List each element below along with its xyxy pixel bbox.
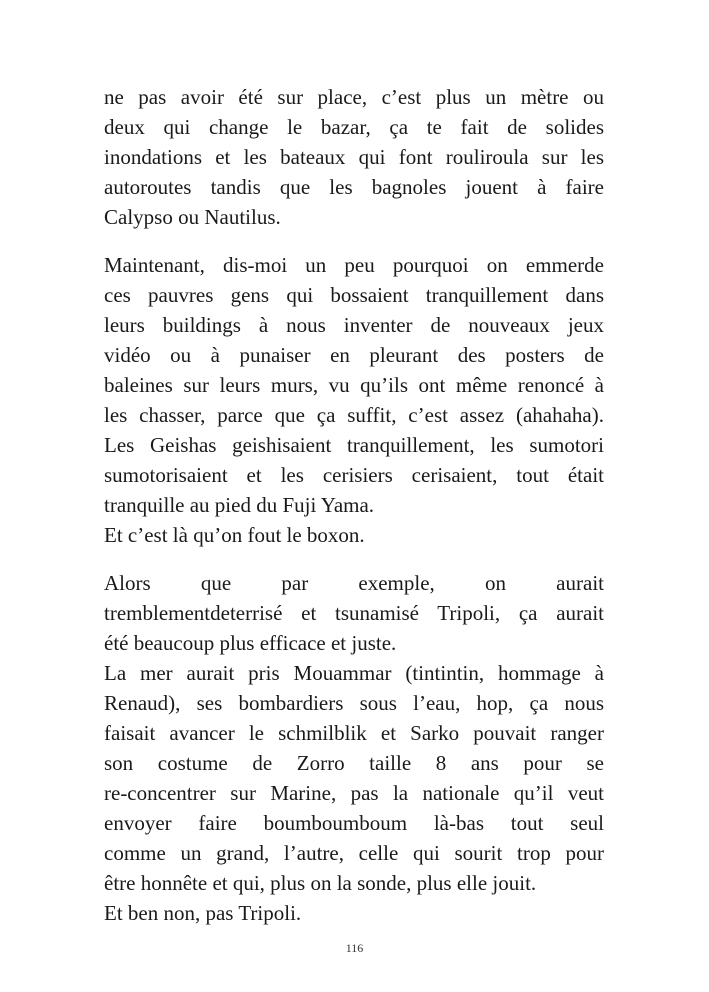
text-line: baleines sur leurs murs, vu qu’ils ont même renoncé à	[104, 373, 604, 397]
text-line: Renaud), ses bombardiers sous l’eau, hop, ça nous	[104, 691, 604, 715]
text-line: Calypso ou Nautilus.	[104, 205, 281, 229]
text-line: Alors que par exemple, on aurait	[104, 571, 604, 595]
text-line: La mer aurait pris Mouammar (tintintin, hommage à	[104, 661, 604, 685]
text-line: autoroutes tandis que les bagnoles jouent à faire	[104, 175, 604, 199]
text-line: Maintenant, dis-moi un peu pourquoi on emmerde	[104, 253, 604, 277]
page-number: 116	[345, 941, 364, 955]
text-line: être honnête et qui, plus on la sonde, plus elle jouit.	[104, 871, 537, 895]
paragraph-1	[104, 82, 604, 232]
text-line: les chasser, parce que ça suffit, c’est assez (ahahaha).	[104, 403, 604, 427]
text-line: Et ben non, pas Tripoli.	[104, 901, 302, 925]
paragraph-2	[104, 250, 604, 550]
text-line: re-concentrer sur Marine, pas la nationale qu’il veut	[104, 781, 604, 805]
text-line: son costume de Zorro taille 8 ans pour se	[104, 751, 604, 775]
text-line: faisait avancer le schmilblik et Sarko pouvait ranger	[104, 721, 604, 745]
text-line: inondations et les bateaux qui font rouliroula sur les	[104, 145, 604, 169]
text-line: comme un grand, l’autre, celle qui sourit trop pour	[104, 841, 604, 865]
text-line: vidéo ou à punaiser en pleurant des posters de	[104, 343, 604, 367]
text-line: tranquille au pied du Fuji Yama.	[104, 493, 375, 517]
text-line: ces pauvres gens qui bossaient tranquillement dans	[104, 283, 604, 307]
text-line: envoyer faire boumboumboum là-bas tout seul	[104, 811, 604, 835]
text-line: ne pas avoir été sur place, c’est plus un mètre ou	[104, 85, 604, 109]
text-line: Les Geishas geishisaient tranquillement, les sumotori	[104, 433, 604, 457]
text-line: été beaucoup plus efficace et juste.	[104, 631, 397, 655]
text-line: sumotorisaient et les cerisiers cerisaient, tout était	[104, 463, 604, 487]
paragraph-3	[104, 568, 604, 928]
text-line: Et c’est là qu’on fout le boxon.	[104, 523, 365, 547]
text-line: leurs buildings à nous inventer de nouveaux jeux	[104, 313, 604, 337]
text-line: tremblementdeterrisé et tsunamisé Tripoli, ça aurait	[104, 601, 604, 625]
body-text	[104, 82, 604, 928]
text-line: deux qui change le bazar, ça te fait de solides	[104, 115, 604, 139]
